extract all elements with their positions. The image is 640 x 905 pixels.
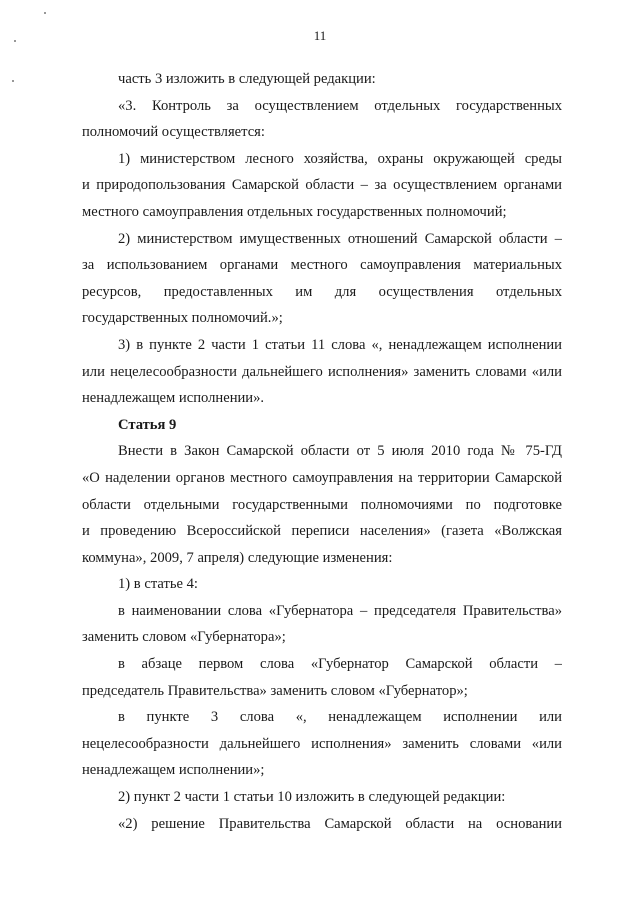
document-body [82, 66, 562, 837]
text-line: «2) решение Правительства Самарской области на основании [118, 815, 562, 832]
text-line: коммуна», 2009, 7 апреля) следующие изменения: [82, 549, 393, 566]
text-line: заменить словом «Губернатора»; [82, 629, 286, 646]
article-heading: Статья 9 [118, 416, 177, 433]
text-line: и природопользования Самарской области – за осуществлением органами [82, 177, 562, 194]
text-line: области отдельными государственными полномочиями по подготовке [82, 496, 562, 513]
text-line: Внести в Закон Самарской области от 5 июля 2010 года № 75-ГД [118, 443, 562, 460]
text-line: 3) в пункте 2 части 1 статьи 11 слова «, ненадлежащем исполнении [118, 336, 562, 353]
text-line: нецелесообразности дальнейшего исполнения» заменить словами «или [82, 735, 562, 752]
text-line: в наименовании слова «Губернатора – председателя Правительства» [118, 602, 562, 619]
text-line: 2) министерством имущественных отношений Самарской области – [118, 230, 562, 247]
text-line: часть 3 изложить в следующей редакции: [118, 71, 376, 87]
text-line: в абзаце первом слова «Губернатор Самарской области – [118, 656, 562, 673]
text-line: 1) в статье 4: [118, 576, 198, 593]
text-line: «3. Контроль за осуществлением отдельных государственных [118, 97, 562, 114]
text-line: в пункте 3 слова «, ненадлежащем исполнении или [118, 709, 562, 726]
text-line: «О наделении органов местного самоуправления на территории Самарской [82, 469, 562, 486]
text-line: и проведению Всероссийской переписи населения» (газета «Волжская [82, 523, 562, 540]
scan-speck [12, 80, 14, 82]
text-line: за использованием органами местного самоуправления материальных [82, 257, 562, 274]
text-line: полномочий осуществляется: [82, 124, 265, 141]
text-line: 1) министерством лесного хозяйства, охраны окружающей среды [118, 150, 562, 167]
page-number: 11 [313, 28, 327, 43]
text-line: председатель Правительства» заменить словом «Губернатор»; [82, 682, 468, 699]
text-line: местного самоуправления отдельных государственных полномочий; [82, 203, 507, 220]
text-line: ненадлежащем исполнении». [82, 390, 265, 407]
text-line: ненадлежащем исполнении»; [82, 762, 265, 779]
text-line: государственных полномочий.»; [82, 310, 283, 327]
text-line: ресурсов, предоставленных им для осуществления отдельных [82, 283, 562, 300]
text-line: 2) пункт 2 части 1 статьи 10 изложить в следующей редакции: [118, 789, 506, 806]
text-line: или нецелесообразности дальнейшего исполнения» заменить словами «или [82, 363, 562, 380]
scan-speck [44, 12, 46, 14]
